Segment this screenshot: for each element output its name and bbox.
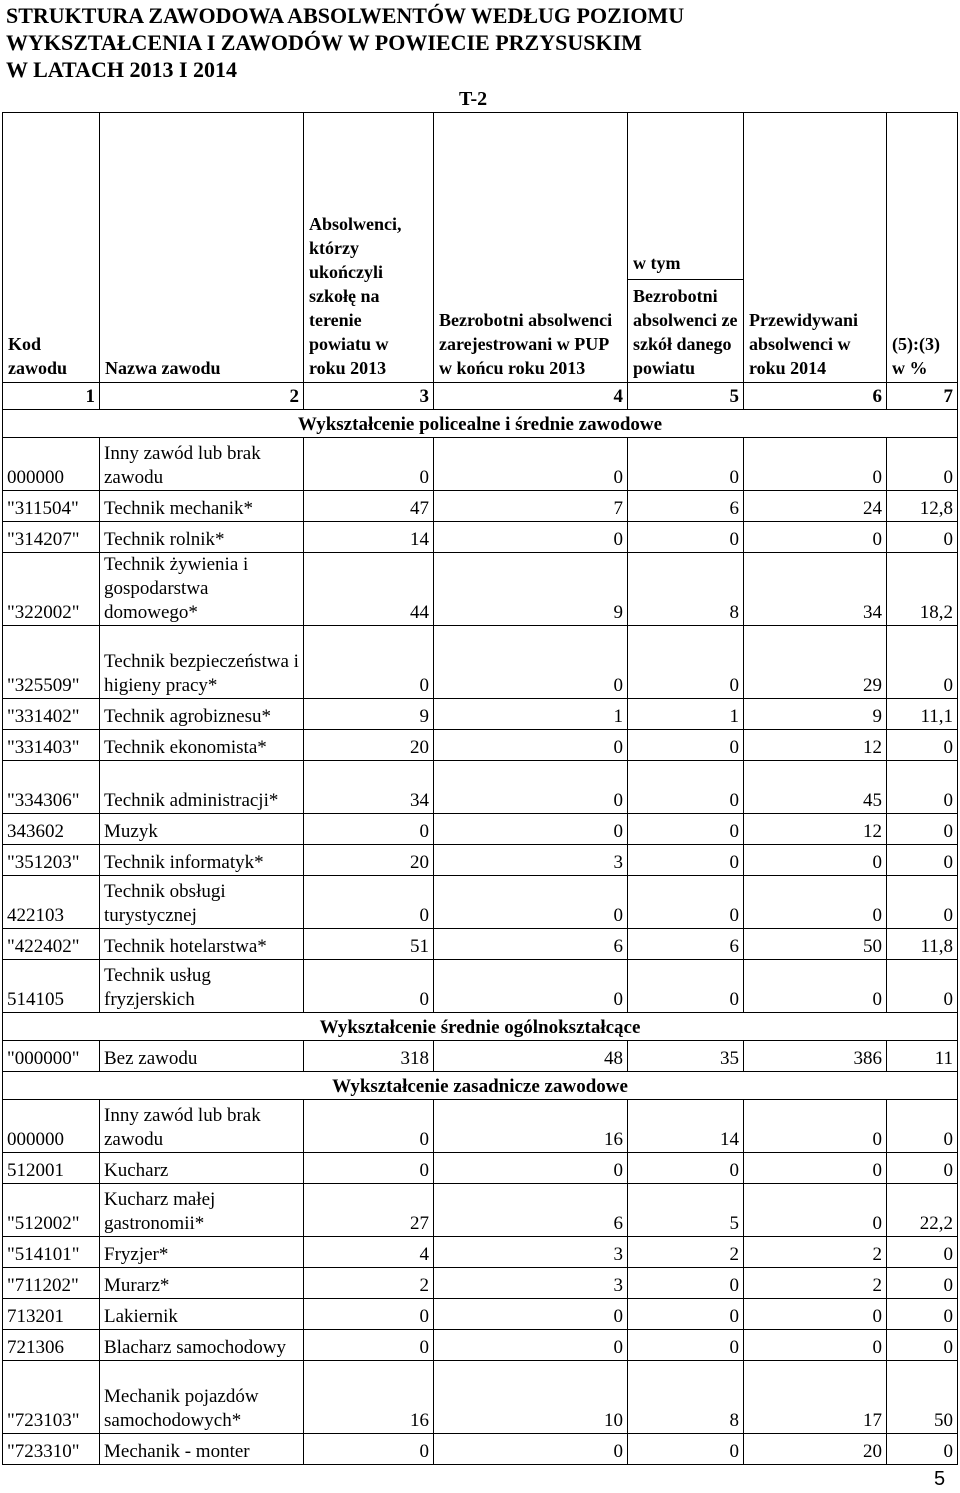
cell-wskaznik: 0 [887, 960, 958, 1013]
header-wskaznik: (5):(3) w % [887, 113, 958, 383]
cell-bezrobotni: 0 [434, 730, 628, 761]
table-row [3, 876, 958, 929]
cell-bezrobotni: 0 [434, 626, 628, 699]
column-number: 4 [434, 383, 628, 410]
cell-przewidywani: 34 [744, 553, 887, 626]
cell-nazwa: Mechanik pojazdów samochodowych* [100, 1361, 304, 1434]
cell-wskaznik: 0 [887, 1434, 958, 1465]
cell-wskaznik: 0 [887, 626, 958, 699]
header-nazwa: Nazwa zawodu [100, 113, 304, 383]
header-w-tym: w tym [628, 251, 743, 280]
cell-bezrobotni: 0 [434, 761, 628, 814]
cell-absolwenci: 2 [304, 1268, 434, 1299]
cell-przewidywani: 0 [744, 845, 887, 876]
table-row [3, 929, 958, 960]
cell-wskaznik: 0 [887, 845, 958, 876]
header-bezrobotni: Bezrobotni absolwenci zarejestrowani w PUP w końcu roku 2013 [434, 113, 628, 383]
cell-wskaznik: 0 [887, 522, 958, 553]
cell-kod: 000000 [3, 1100, 100, 1153]
cell-bezrobotni: 0 [434, 438, 628, 491]
cell-absolwenci: 51 [304, 929, 434, 960]
cell-wskaznik: 0 [887, 1268, 958, 1299]
column-number: 1 [3, 383, 100, 410]
cell-bezrobotni: 0 [434, 1330, 628, 1361]
cell-wskaznik: 0 [887, 1299, 958, 1330]
cell-nazwa: Mechanik - monter [100, 1434, 304, 1465]
cell-wskaznik: 12,8 [887, 491, 958, 522]
cell-absolwenci: 9 [304, 699, 434, 730]
table-row [3, 626, 958, 699]
cell-kod: 343602 [3, 814, 100, 845]
column-number: 6 [744, 383, 887, 410]
table-row [3, 1184, 958, 1237]
cell-nazwa: Murarz* [100, 1268, 304, 1299]
section-header-row [3, 1013, 958, 1041]
cell-przewidywani: 0 [744, 876, 887, 929]
cell-absolwenci: 0 [304, 438, 434, 491]
cell-kod: "334306" [3, 761, 100, 814]
cell-bezrobotni-szkol: 0 [628, 1268, 744, 1299]
cell-kod: "723310" [3, 1434, 100, 1465]
cell-nazwa: Technik informatyk* [100, 845, 304, 876]
cell-bezrobotni-szkol: 0 [628, 960, 744, 1013]
cell-bezrobotni: 0 [434, 1153, 628, 1184]
title-line-3: W LATACH 2013 I 2014 [6, 57, 238, 82]
cell-bezrobotni-szkol: 1 [628, 699, 744, 730]
cell-bezrobotni: 48 [434, 1041, 628, 1072]
column-number: 3 [304, 383, 434, 410]
cell-wskaznik: 18,2 [887, 553, 958, 626]
cell-nazwa: Technik żywienia i gospodarstwa domowego* [100, 553, 304, 626]
cell-nazwa: Technik bezpieczeństwa i higieny pracy* [100, 626, 304, 699]
cell-nazwa: Fryzjer* [100, 1237, 304, 1268]
cell-bezrobotni: 9 [434, 553, 628, 626]
cell-kod: 713201 [3, 1299, 100, 1330]
cell-kod: 721306 [3, 1330, 100, 1361]
cell-wskaznik: 0 [887, 1153, 958, 1184]
cell-bezrobotni: 0 [434, 960, 628, 1013]
cell-absolwenci: 0 [304, 1330, 434, 1361]
cell-bezrobotni: 0 [434, 1434, 628, 1465]
table-row [3, 1299, 958, 1330]
cell-przewidywani: 0 [744, 1184, 887, 1237]
cell-bezrobotni-szkol: 0 [628, 1299, 744, 1330]
cell-przewidywani: 24 [744, 491, 887, 522]
cell-przewidywani: 17 [744, 1361, 887, 1434]
section-header-row [3, 1072, 958, 1100]
cell-bezrobotni: 0 [434, 876, 628, 929]
cell-nazwa: Technik agrobiznesu* [100, 699, 304, 730]
cell-przewidywani: 29 [744, 626, 887, 699]
cell-nazwa: Technik administracji* [100, 761, 304, 814]
column-number: 7 [887, 383, 958, 410]
cell-nazwa: Technik mechanik* [100, 491, 304, 522]
cell-nazwa: Kucharz małej gastronomii* [100, 1184, 304, 1237]
cell-absolwenci: 0 [304, 876, 434, 929]
cell-przewidywani: 0 [744, 1153, 887, 1184]
cell-bezrobotni-szkol: 0 [628, 626, 744, 699]
cell-absolwenci: 0 [304, 1153, 434, 1184]
cell-bezrobotni: 7 [434, 491, 628, 522]
cell-kod: "314207" [3, 522, 100, 553]
table-row [3, 1330, 958, 1361]
header-kod: Kod zawodu [3, 113, 100, 383]
title-line-1: STRUKTURA ZAWODOWA ABSOLWENTÓW WEDŁUG POZIOMU [6, 3, 685, 28]
cell-bezrobotni-szkol: 8 [628, 1361, 744, 1434]
cell-wskaznik: 0 [887, 1100, 958, 1153]
cell-bezrobotni-szkol: 14 [628, 1100, 744, 1153]
cell-wskaznik: 0 [887, 814, 958, 845]
cell-kod: 000000 [3, 438, 100, 491]
cell-kod: 512001 [3, 1153, 100, 1184]
cell-nazwa: Technik obsługi turystycznej [100, 876, 304, 929]
cell-przewidywani: 20 [744, 1434, 887, 1465]
cell-bezrobotni: 3 [434, 1237, 628, 1268]
cell-wskaznik: 0 [887, 438, 958, 491]
table-row [3, 1100, 958, 1153]
cell-nazwa: Muzyk [100, 814, 304, 845]
cell-kod: "351203" [3, 845, 100, 876]
section-header-row [3, 410, 958, 438]
section-title: Wykształcenie policealne i średnie zawodowe [3, 410, 958, 438]
cell-bezrobotni: 16 [434, 1100, 628, 1153]
cell-kod: "422402" [3, 929, 100, 960]
column-number: 2 [100, 383, 304, 410]
table-row [3, 1434, 958, 1465]
cell-absolwenci: 0 [304, 1299, 434, 1330]
cell-przewidywani: 2 [744, 1237, 887, 1268]
cell-bezrobotni-szkol: 0 [628, 761, 744, 814]
cell-przewidywani: 45 [744, 761, 887, 814]
cell-bezrobotni-szkol: 6 [628, 929, 744, 960]
cell-absolwenci: 318 [304, 1041, 434, 1072]
cell-bezrobotni-szkol: 0 [628, 814, 744, 845]
cell-bezrobotni-szkol: 0 [628, 730, 744, 761]
cell-przewidywani: 0 [744, 1330, 887, 1361]
cell-kod: 514105 [3, 960, 100, 1013]
cell-absolwenci: 0 [304, 814, 434, 845]
cell-nazwa: Blacharz samochodowy [100, 1330, 304, 1361]
table-row [3, 522, 958, 553]
cell-nazwa: Lakiernik [100, 1299, 304, 1330]
cell-bezrobotni: 0 [434, 814, 628, 845]
cell-wskaznik: 0 [887, 730, 958, 761]
cell-przewidywani: 0 [744, 438, 887, 491]
cell-bezrobotni: 0 [434, 1299, 628, 1330]
cell-bezrobotni-szkol: 6 [628, 491, 744, 522]
cell-kod: "000000" [3, 1041, 100, 1072]
page-number: 5 [934, 1468, 946, 1490]
cell-absolwenci: 0 [304, 626, 434, 699]
cell-przewidywani: 2 [744, 1268, 887, 1299]
table-row [3, 699, 958, 730]
table-row [3, 845, 958, 876]
header-absolwenci: Absolwenci, którzy ukończyli szkołę na terenie powiatu w roku 2013 [304, 113, 434, 383]
cell-absolwenci: 44 [304, 553, 434, 626]
column-number-row [3, 383, 958, 410]
cell-przewidywani: 0 [744, 522, 887, 553]
cell-bezrobotni-szkol: 0 [628, 438, 744, 491]
cell-wskaznik: 0 [887, 1330, 958, 1361]
cell-bezrobotni: 6 [434, 1184, 628, 1237]
cell-przewidywani: 0 [744, 1299, 887, 1330]
cell-przewidywani: 0 [744, 1100, 887, 1153]
header-bezrobotni-szkol [628, 113, 744, 383]
section-title: Wykształcenie średnie ogólnokształcące [3, 1013, 958, 1041]
cell-bezrobotni: 3 [434, 1268, 628, 1299]
cell-wskaznik: 50 [887, 1361, 958, 1434]
cell-bezrobotni: 0 [434, 522, 628, 553]
cell-absolwenci: 34 [304, 761, 434, 814]
cell-wskaznik: 11,1 [887, 699, 958, 730]
cell-wskaznik: 0 [887, 1237, 958, 1268]
occupation-table [2, 112, 958, 1465]
table-row [3, 1153, 958, 1184]
cell-przewidywani: 386 [744, 1041, 887, 1072]
cell-absolwenci: 14 [304, 522, 434, 553]
header-przewidywani: Przewidywani absolwenci w roku 2014 [744, 113, 887, 383]
cell-przewidywani: 9 [744, 699, 887, 730]
cell-absolwenci: 0 [304, 1100, 434, 1153]
section-title: Wykształcenie zasadnicze zawodowe [3, 1072, 958, 1100]
cell-kod: "331403" [3, 730, 100, 761]
cell-bezrobotni-szkol: 0 [628, 1434, 744, 1465]
table-row [3, 1237, 958, 1268]
table-row [3, 960, 958, 1013]
cell-wskaznik: 22,2 [887, 1184, 958, 1237]
cell-nazwa: Technik rolnik* [100, 522, 304, 553]
cell-nazwa: Technik usług fryzjerskich [100, 960, 304, 1013]
cell-absolwenci: 27 [304, 1184, 434, 1237]
document-title [6, 2, 906, 83]
cell-nazwa: Technik hotelarstwa* [100, 929, 304, 960]
cell-kod: "723103" [3, 1361, 100, 1434]
cell-bezrobotni-szkol: 0 [628, 1153, 744, 1184]
cell-bezrobotni-szkol: 35 [628, 1041, 744, 1072]
cell-kod: 422103 [3, 876, 100, 929]
cell-absolwenci: 4 [304, 1237, 434, 1268]
cell-kod: "512002" [3, 1184, 100, 1237]
cell-bezrobotni: 10 [434, 1361, 628, 1434]
cell-kod: "711202" [3, 1268, 100, 1299]
cell-przewidywani: 12 [744, 730, 887, 761]
cell-bezrobotni: 1 [434, 699, 628, 730]
cell-nazwa: Inny zawód lub brak zawodu [100, 438, 304, 491]
cell-absolwenci: 47 [304, 491, 434, 522]
table-row [3, 491, 958, 522]
cell-absolwenci: 0 [304, 960, 434, 1013]
table-row [3, 1041, 958, 1072]
cell-bezrobotni-szkol: 0 [628, 845, 744, 876]
cell-wskaznik: 11 [887, 1041, 958, 1072]
cell-wskaznik: 0 [887, 876, 958, 929]
cell-przewidywani: 50 [744, 929, 887, 960]
cell-nazwa: Technik ekonomista* [100, 730, 304, 761]
table-body [3, 410, 958, 1465]
cell-kod: "514101" [3, 1237, 100, 1268]
cell-bezrobotni: 6 [434, 929, 628, 960]
cell-bezrobotni-szkol: 0 [628, 522, 744, 553]
cell-absolwenci: 16 [304, 1361, 434, 1434]
cell-nazwa: Inny zawód lub brak zawodu [100, 1100, 304, 1153]
table-row [3, 553, 958, 626]
cell-kod: "325509" [3, 626, 100, 699]
table-row [3, 1361, 958, 1434]
cell-bezrobotni-szkol: 8 [628, 553, 744, 626]
cell-kod: "322002" [3, 553, 100, 626]
cell-bezrobotni: 3 [434, 845, 628, 876]
table-row [3, 814, 958, 845]
cell-bezrobotni-szkol: 2 [628, 1237, 744, 1268]
cell-nazwa: Bez zawodu [100, 1041, 304, 1072]
table-row [3, 438, 958, 491]
cell-absolwenci: 0 [304, 1434, 434, 1465]
header-bezrobotni-szkol-label: Bezrobotni absolwenci ze szkół danego powiatu [633, 286, 738, 378]
table-row [3, 730, 958, 761]
cell-bezrobotni-szkol: 5 [628, 1184, 744, 1237]
cell-nazwa: Kucharz [100, 1153, 304, 1184]
cell-absolwenci: 20 [304, 730, 434, 761]
title-line-2: WYKSZTAŁCENIA I ZAWODÓW W POWIECIE PRZYSUSKIM [6, 30, 642, 55]
cell-bezrobotni-szkol: 0 [628, 876, 744, 929]
table-code: T-2 [459, 88, 488, 110]
cell-kod: "331402" [3, 699, 100, 730]
column-number: 5 [628, 383, 744, 410]
cell-absolwenci: 20 [304, 845, 434, 876]
cell-wskaznik: 0 [887, 761, 958, 814]
cell-kod: "311504" [3, 491, 100, 522]
table-row [3, 761, 958, 814]
cell-przewidywani: 12 [744, 814, 887, 845]
cell-przewidywani: 0 [744, 960, 887, 1013]
cell-bezrobotni-szkol: 0 [628, 1330, 744, 1361]
cell-wskaznik: 11,8 [887, 929, 958, 960]
table-row [3, 1268, 958, 1299]
